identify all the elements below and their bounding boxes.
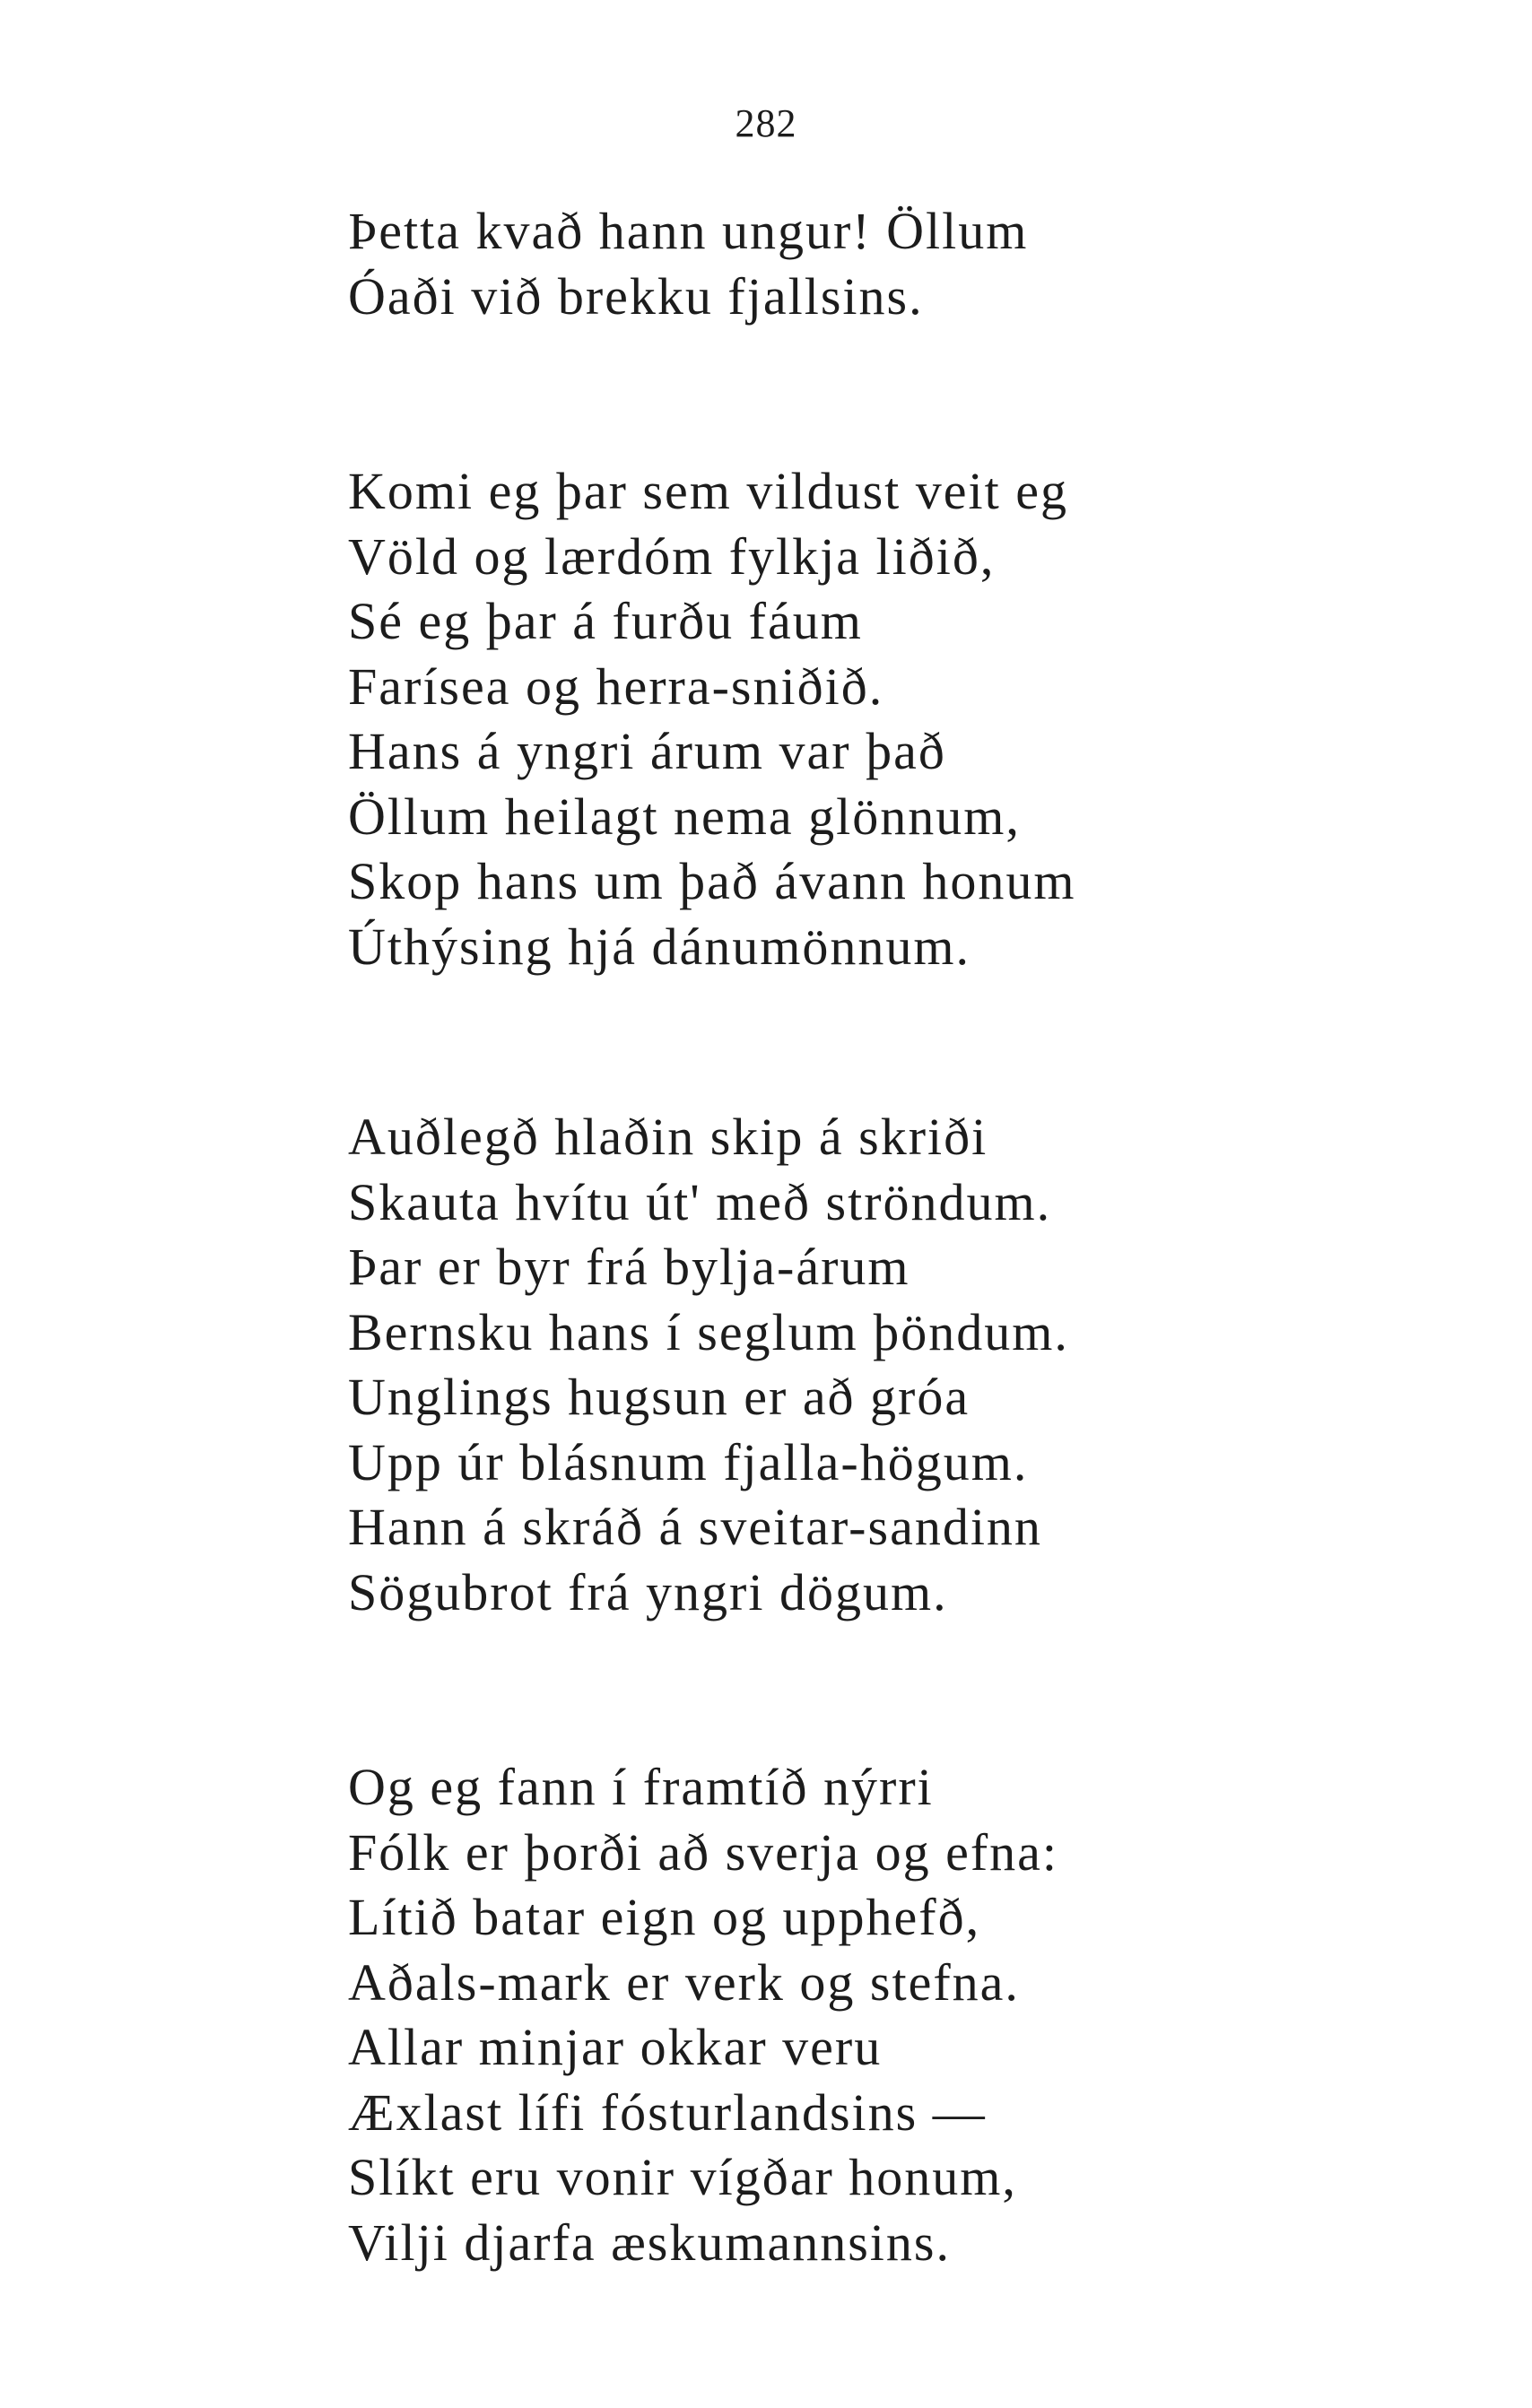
poem-line: Sé eg þar á furðu fáum	[348, 592, 863, 650]
poem-line: Farísea og herra-sniðið.	[348, 656, 884, 716]
poem-line: Völd og lærdóm fylkja liðið,	[348, 526, 996, 586]
stanza-3	[348, 1105, 1424, 1625]
poem-line: Komi eg þar sem vildust veit eg	[348, 462, 1068, 520]
page-number: 282	[735, 101, 797, 145]
poem-line: Aðals-mark er verk og stefna.	[348, 1952, 1020, 2012]
poem-line: Vilji djarfa æskumannsins.	[348, 2212, 951, 2272]
poem-line: Og eg fann í framtíð nýrri	[348, 1758, 934, 1816]
poem-line: Þetta kvað hann ungur! Öllum	[348, 202, 1029, 260]
stanza-break	[348, 1625, 1424, 1755]
stanza-2	[348, 459, 1424, 979]
poem-line: Allar minjar okkar veru	[348, 2018, 883, 2076]
poem-line: Unglings hugsun er að gróa	[348, 1368, 971, 1426]
poem-line: Hann á skráð á sveitar-sandinn	[348, 1498, 1042, 1556]
poem-line: Slíkt eru vonir vígðar honum,	[348, 2148, 1017, 2206]
poem-line: Lítið batar eign og upphefð,	[348, 1888, 981, 1946]
poem-line: Skop hans um það ávann honum	[348, 852, 1076, 910]
stanza-break	[348, 329, 1424, 459]
poem-line: Bernsku hans í seglum þöndum.	[348, 1302, 1069, 1361]
poem-line: Skauta hvítu út' með ströndum.	[348, 1172, 1052, 1231]
poem-line: Æxlast lífi fósturlandsins —	[348, 2082, 987, 2142]
poem-line: Úthýsing hjá dánumönnum.	[348, 917, 971, 976]
stanza-break	[348, 979, 1424, 1105]
poem-line: Hans á yngri árum var það	[348, 722, 946, 780]
poem-line: Öllum heilagt nema glönnum,	[348, 787, 1021, 846]
poem-line: Þar er byr frá bylja-árum	[348, 1238, 910, 1296]
stanza-4	[348, 1755, 1424, 2275]
poem	[348, 199, 1424, 2275]
poem-line: Auðlegð hlaðin skip á skriði	[348, 1108, 988, 1166]
poem-line: Óaði við brekku fjallsins.	[348, 266, 924, 326]
poem-line: Upp úr blásnum fjalla-högum.	[348, 1432, 1029, 1491]
poem-line: Sögubrot frá yngri dögum.	[348, 1562, 948, 1621]
poem-line: Fólk er þorði að sverja og efna:	[348, 1822, 1059, 1882]
stanza-1	[348, 199, 1424, 329]
